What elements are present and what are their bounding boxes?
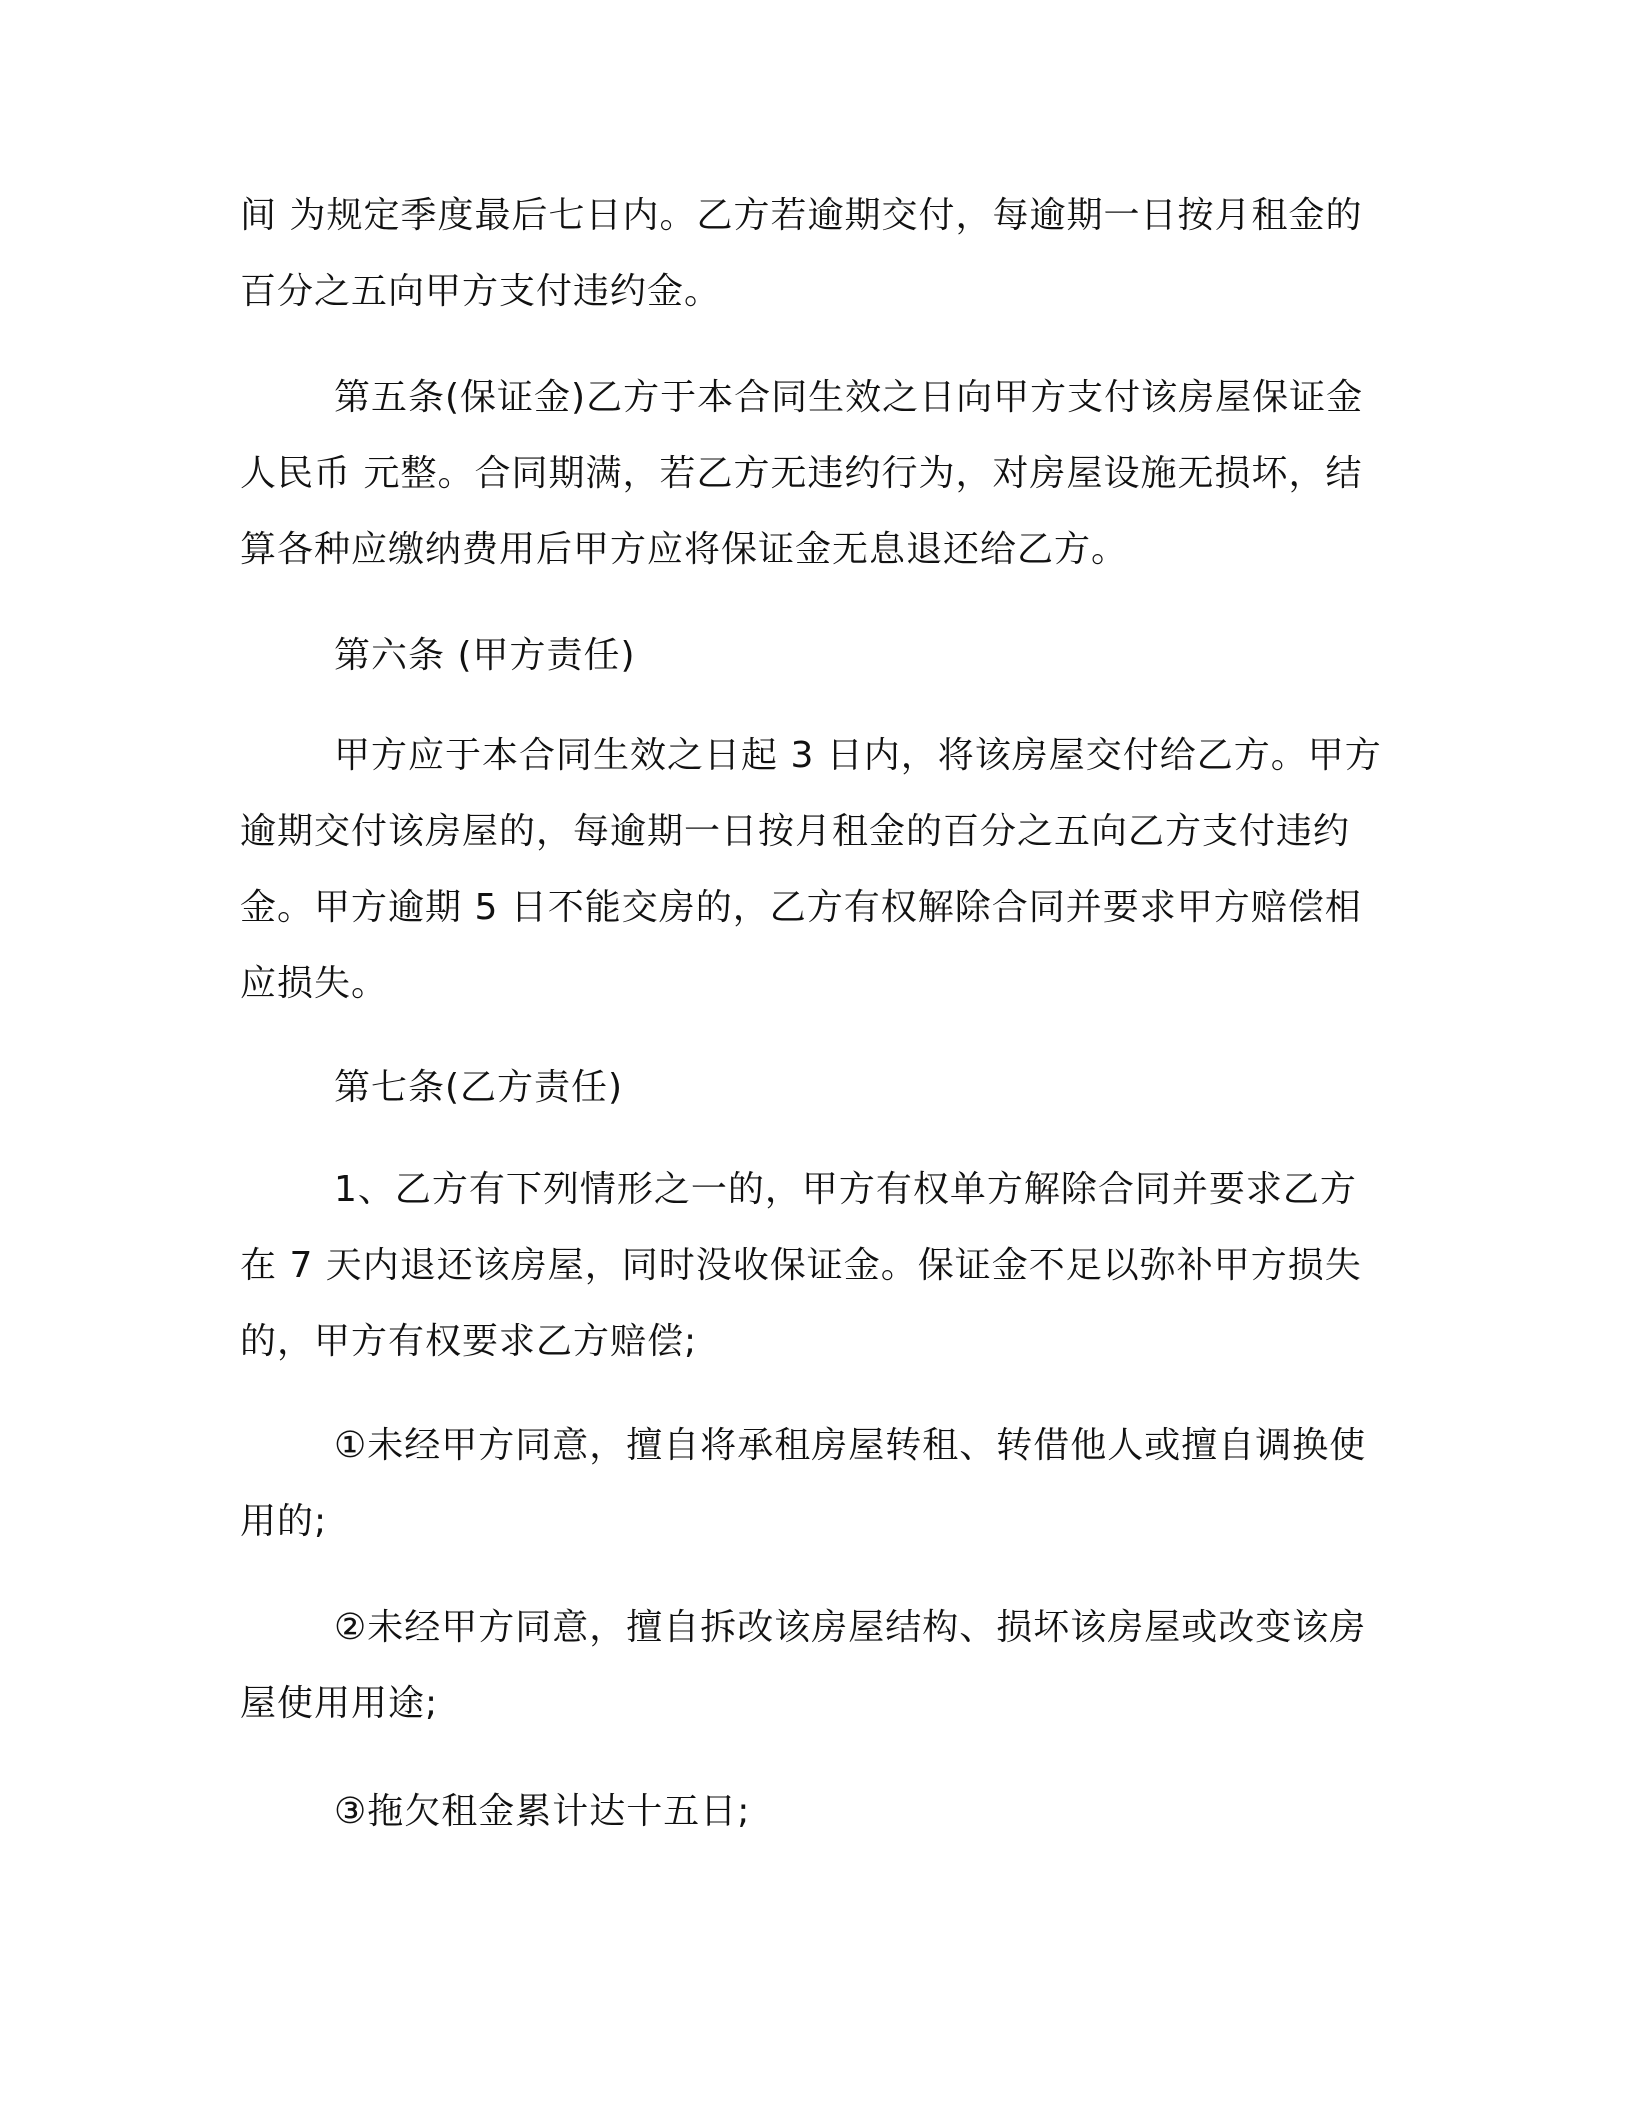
- text-line: 第五条(保证金)乙方于本合同生效之日向甲方支付该房屋保证金: [334, 377, 1364, 418]
- text-line: 金。甲方逾期 5 日不能交房的，乙方有权解除合同并要求甲方赔偿相: [240, 887, 1362, 928]
- section-heading: 第六条 (甲方责任): [334, 635, 636, 676]
- text-line: 屋使用用途;: [240, 1683, 439, 1724]
- text-line: ②未经甲方同意，擅自拆改该房屋结构、损坏该房屋或改变该房: [334, 1607, 1367, 1648]
- text-line: 甲方应于本合同生效之日起 3 日内，将该房屋交付给乙方。甲方: [334, 735, 1382, 776]
- text-line: 1、乙方有下列情形之一的，甲方有权单方解除合同并要求乙方: [334, 1169, 1357, 1210]
- text-line: 百分之五向甲方支付违约金。: [240, 271, 722, 312]
- paragraph-4: [240, 718, 1410, 1022]
- text-line: 间 为规定季度最后七日内。乙方若逾期交付，每逾期一日按月租金的: [240, 195, 1363, 236]
- paragraph-7: [240, 1408, 1410, 1560]
- text-line: 应损失。: [240, 963, 389, 1004]
- text-line: ③拖欠租金累计达十五日;: [334, 1791, 751, 1832]
- section-heading: 第七条(乙方责任): [334, 1067, 624, 1108]
- text-line: ①未经甲方同意，擅自将承租房屋转租、转借他人或擅自调换使: [334, 1425, 1367, 1466]
- paragraph-8: [240, 1590, 1410, 1742]
- paragraph-5-heading: [240, 1050, 1410, 1126]
- paragraph-6: [240, 1152, 1410, 1380]
- text-line: 在 7 天内退还该房屋，同时没收保证金。保证金不足以弥补甲方损失: [240, 1245, 1362, 1286]
- paragraph-1: [240, 178, 1410, 330]
- text-line: 用的;: [240, 1501, 328, 1542]
- text-line: 的，甲方有权要求乙方赔偿;: [240, 1321, 698, 1362]
- paragraph-3-heading: [240, 618, 1410, 694]
- text-line: 逾期交付该房屋的，每逾期一日按月租金的百分之五向乙方支付违约: [240, 811, 1351, 852]
- text-line: 人民币 元整。合同期满，若乙方无违约行为，对房屋设施无损坏，结: [240, 453, 1363, 494]
- text-line: 算各种应缴纳费用后甲方应将保证金无息退还给乙方。: [240, 529, 1129, 570]
- paragraph-2: [240, 360, 1410, 588]
- paragraph-9: [240, 1774, 1410, 1850]
